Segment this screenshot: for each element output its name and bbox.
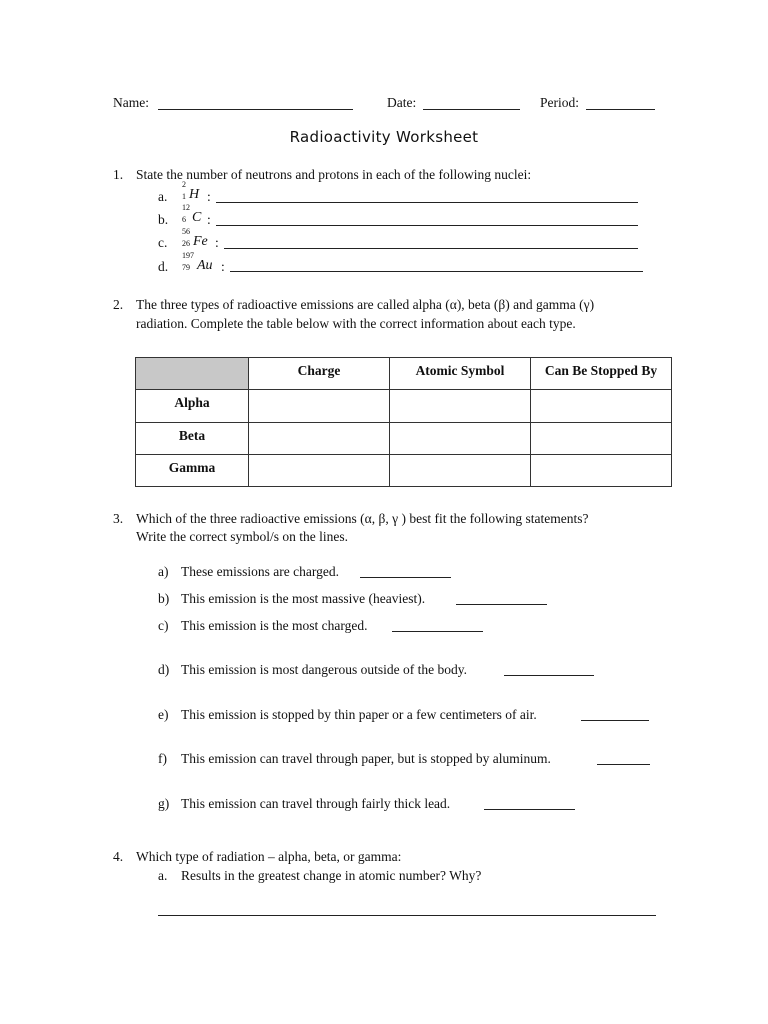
q1-item-a-letter: a.: [158, 189, 168, 204]
q4-number: 4.: [113, 849, 124, 864]
q1-item-c-blank[interactable]: [224, 248, 638, 249]
page-title: Radioactivity Worksheet: [289, 128, 479, 146]
q3-item-b-text: This emission is the most massive (heaviest).: [181, 591, 426, 606]
q2-number: 2.: [113, 297, 124, 312]
name-label: Name:: [113, 95, 149, 110]
element-symbol: Au: [197, 258, 213, 273]
q1-item-b-colon: :: [207, 212, 211, 227]
q4-item-a-text: Results in the greatest change in atomic number? Why?: [181, 868, 482, 883]
emission-table: [135, 357, 672, 487]
q1-text: State the number of neutrons and protons in each of the following nuclei:: [136, 167, 532, 182]
q3-item-e-text: This emission is stopped by thin paper or a few centimeters of air.: [181, 707, 537, 722]
q2-line2: radiation. Complete the table below with the correct information about each type.: [136, 316, 576, 331]
cell-alpha-symbol[interactable]: [390, 390, 531, 423]
header-can-be-stopped-by: Can Be Stopped By: [531, 358, 672, 390]
mass-number: 56: [182, 227, 190, 236]
q3-item-a-text: These emissions are charged.: [181, 564, 339, 579]
q1-item-d-letter: d.: [158, 259, 169, 274]
atomic-number: 1: [182, 192, 186, 201]
q2-line1: The three types of radioactive emissions are called alpha (α), beta (β) and gamma (γ): [136, 297, 595, 312]
element-symbol: H: [189, 187, 200, 202]
q3-item-d-blank[interactable]: [504, 675, 594, 676]
mass-number: 2: [182, 180, 186, 189]
period-label: Period:: [540, 95, 579, 110]
q3-item-f-text: This emission can travel through paper, but is stopped by aluminum.: [181, 751, 551, 766]
q3-item-g-letter: g): [158, 796, 170, 811]
atomic-number: 6: [182, 215, 186, 224]
q3-item-f-letter: f): [158, 751, 167, 766]
q1-item-b-blank[interactable]: [216, 225, 638, 226]
q3-item-g-blank[interactable]: [484, 809, 575, 810]
mass-number: 197: [182, 251, 194, 260]
q1-item-d-colon: :: [221, 259, 225, 274]
atomic-number: 79: [182, 263, 190, 272]
q3-line1: Which of the three radioactive emissions (α, β, γ ) best fit the following statements?: [136, 511, 589, 526]
cell-alpha-charge[interactable]: [249, 390, 390, 423]
element-symbol: C: [192, 210, 202, 225]
q1-item-a-colon: :: [207, 189, 211, 204]
q1-number: 1.: [113, 167, 124, 182]
q1-item-c-colon: :: [215, 235, 219, 250]
q3-item-b-letter: b): [158, 591, 170, 606]
q3-item-b-blank[interactable]: [456, 604, 547, 605]
q3-item-a-letter: a): [158, 564, 169, 579]
cell-beta-charge[interactable]: [249, 423, 390, 455]
cell-gamma-stopped-by[interactable]: [531, 455, 672, 487]
cell-beta-stopped-by[interactable]: [531, 423, 672, 455]
q3-item-g-text: This emission can travel through fairly thick lead.: [181, 796, 451, 811]
q3-item-c-text: This emission is the most charged.: [181, 618, 368, 633]
q4-item-a-letter: a.: [158, 868, 168, 883]
q3-item-f-blank[interactable]: [597, 764, 650, 765]
q1-item-b-letter: b.: [158, 212, 169, 227]
q3-number: 3.: [113, 511, 124, 526]
q3-line2: Write the correct symbol/s on the lines.: [136, 529, 349, 544]
table-corner-cell: [136, 358, 249, 390]
name-blank[interactable]: [158, 109, 353, 110]
header-charge: Charge: [249, 358, 390, 390]
table-row-beta: [136, 423, 672, 455]
mass-number: 12: [182, 203, 190, 212]
atomic-number: 26: [182, 239, 190, 248]
q3-item-e-blank[interactable]: [581, 720, 649, 721]
q4-item-a-answer-blank[interactable]: [158, 915, 656, 916]
row-label-beta: Beta: [136, 423, 249, 455]
q3-item-d-letter: d): [158, 662, 170, 677]
table-row-gamma: [136, 455, 672, 487]
q1-item-a-blank[interactable]: [216, 202, 638, 203]
period-blank[interactable]: [586, 109, 655, 110]
q4-text: Which type of radiation – alpha, beta, or gamma:: [136, 849, 402, 864]
cell-beta-symbol[interactable]: [390, 423, 531, 455]
q3-item-a-blank[interactable]: [360, 577, 451, 578]
q3-item-c-blank[interactable]: [392, 631, 483, 632]
q3-item-c-letter: c): [158, 618, 169, 633]
row-label-gamma: Gamma: [136, 455, 249, 487]
q1-item-c-letter: c.: [158, 235, 168, 250]
date-blank[interactable]: [423, 109, 520, 110]
table-row-alpha: [136, 390, 672, 423]
element-symbol: Fe: [193, 234, 208, 249]
q1-item-d-blank[interactable]: [230, 271, 643, 272]
q3-item-e-letter: e): [158, 707, 169, 722]
cell-gamma-symbol[interactable]: [390, 455, 531, 487]
header-atomic-symbol: Atomic Symbol: [390, 358, 531, 390]
row-label-alpha: Alpha: [136, 390, 249, 423]
cell-alpha-stopped-by[interactable]: [531, 390, 672, 423]
date-label: Date:: [387, 95, 417, 110]
table-header-row: [136, 358, 672, 390]
cell-gamma-charge[interactable]: [249, 455, 390, 487]
q3-item-d-text: This emission is most dangerous outside of the body.: [181, 662, 467, 677]
